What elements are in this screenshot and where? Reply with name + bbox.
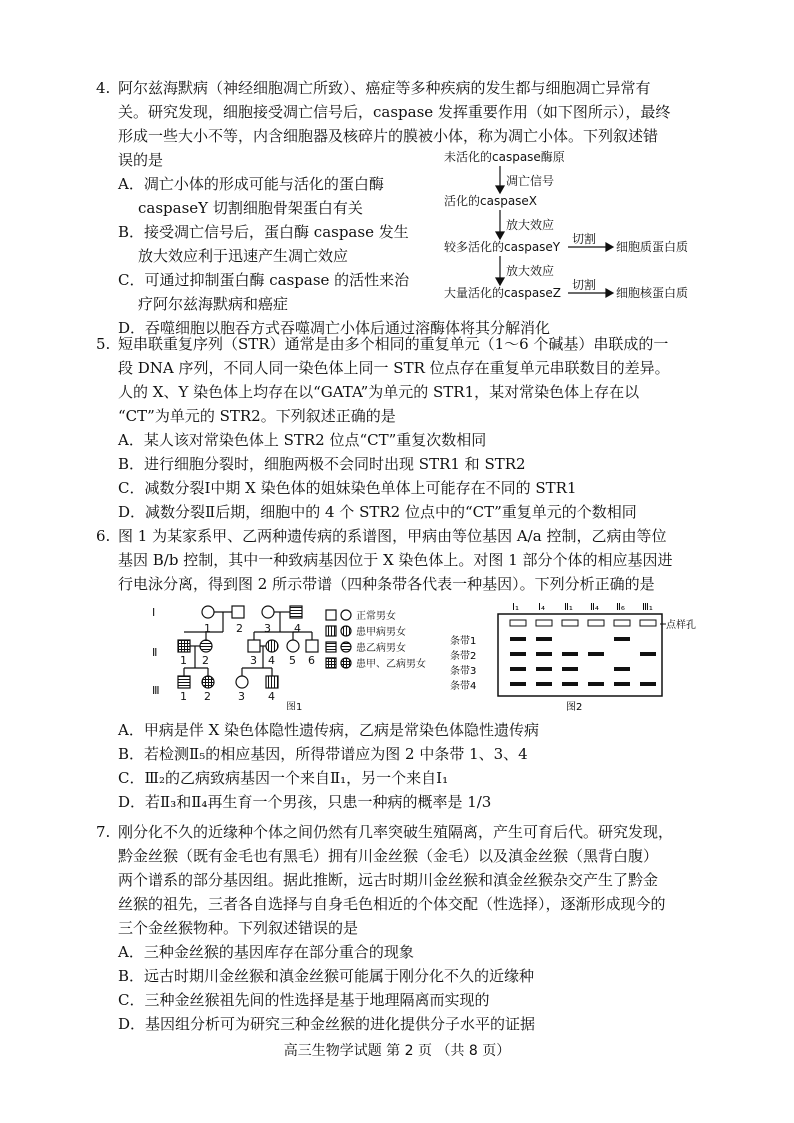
gel-band <box>536 667 552 671</box>
individual-number: 2 <box>202 654 209 667</box>
stem-line: “CT”为单元的 STR2。下列叙述正确的是 <box>118 407 396 425</box>
gel-band <box>510 667 526 671</box>
flow-edge-label: 切割 <box>572 278 597 292</box>
stem-line: 行电泳分离，得到图 2 所示带谱（四种条带各代表一种基因）。下列分析正确的是 <box>118 575 655 593</box>
caspase-flow-diagram <box>444 150 704 310</box>
gel-band <box>640 682 656 686</box>
question-6-options <box>118 718 718 814</box>
flow-arrows <box>444 150 704 310</box>
option-b: B．进行细胞分裂时，细胞两极不会同时出现 STR1 和 STR2 <box>118 455 526 473</box>
question-6 <box>96 524 718 596</box>
individual-number: 3 <box>238 690 245 703</box>
flow-edge-label: 放大效应 <box>506 218 555 232</box>
figure-caption: 图1 <box>286 702 303 710</box>
stem-line: 黔金丝猴（既有金毛也有黑毛）拥有川金丝猴（金毛）以及滇金丝猴（黑背白腹） <box>118 847 659 865</box>
sample-well <box>510 620 526 626</box>
legend-label: 患甲、乙病男女 <box>356 659 426 670</box>
band-label: 条带1 <box>450 636 477 647</box>
lane-label: Ⅱ₆ <box>616 602 625 613</box>
individual-number: 4 <box>268 690 275 703</box>
flow-edge-label: 切割 <box>572 232 597 246</box>
option-d: D．吞噬细胞以胞吞方式吞噬凋亡小体后通过溶酶体将其分解消化 <box>118 319 551 337</box>
question-7 <box>96 820 718 1036</box>
individual-number: 3 <box>264 622 271 635</box>
option-d: D．基因组分析可为研究三种金丝猴的进化提供分子水平的证据 <box>118 1015 536 1033</box>
band-label: 条带2 <box>450 651 477 662</box>
legend-label: 患乙病男女 <box>356 643 406 654</box>
gel-band <box>536 682 552 686</box>
sample-well <box>562 620 578 626</box>
option-d: D．若Ⅱ₃和Ⅱ₄再生育一个男孩，只患一种病的概率是 1/3 <box>118 793 492 811</box>
stem-line: 段 DNA 序列，不同人同一染色体上同一 STR 位点存在重复单元串联数目的差异。 <box>118 359 670 377</box>
option-a: A．三种金丝猴的基因库存在部分重合的现象 <box>118 943 414 961</box>
stem-line: 阿尔兹海默病（神经细胞凋亡所致）、癌症等多种疾病的发生都与细胞凋亡异常有 <box>118 79 651 97</box>
stem-line: 图 1 为某家系甲、乙两种遗传病的系谱图，甲病由等位基因 A/a 控制，乙病由等位 <box>118 527 667 545</box>
option-c: C．三种金丝猴祖先间的性选择是基于地理隔离而实现的 <box>118 991 490 1009</box>
option-a: A．凋亡小体的形成可能与活化的蛋白酶 <box>118 175 384 193</box>
stem-line: 丝猴的祖先，三者各自选择与自身毛色相近的个体交配（性选择），逐渐形成现今的 <box>118 895 666 913</box>
individual-number: 4 <box>294 622 301 635</box>
flow-edge-label: 凋亡信号 <box>506 174 555 188</box>
flow-target: 细胞核蛋白质 <box>616 286 689 300</box>
gel-band <box>640 652 656 656</box>
lane-label: Ⅲ₁ <box>642 602 653 613</box>
gel-band <box>510 652 526 656</box>
stem-line: 关。研究发现，细胞接受凋亡信号后，caspase 发挥重要作用（如下图所示），最终 <box>118 103 671 121</box>
option-b: B．接受凋亡信号后，蛋白酶 caspase 发生 <box>118 223 409 241</box>
gen-label: Ⅰ <box>152 606 156 619</box>
stem-line: 短串联重复序列（STR）通常是由多个相同的重复单元（1～6 个碱基）串联成的一 <box>118 335 669 353</box>
stem-line: 基因 B/b 控制，其中一种致病基因位于 X 染色体上。对图 1 部分个体的相应基因进 <box>118 551 673 569</box>
lane-label: Ⅰ₄ <box>538 602 545 613</box>
individual-number: 2 <box>204 690 211 703</box>
pedigree-figure <box>150 600 450 714</box>
legend-label: 正常男女 <box>356 611 396 622</box>
sample-well <box>536 620 552 626</box>
band-label: 条带3 <box>450 666 477 677</box>
gel-band <box>536 637 552 641</box>
flow-target: 细胞质蛋白质 <box>616 240 689 254</box>
gel-band <box>562 682 578 686</box>
gel-band <box>562 667 578 671</box>
gel-band <box>614 637 630 641</box>
option-d: D．减数分裂Ⅱ后期，细胞中的 4 个 STR2 位点中的“CT”重复单元的个数相同 <box>118 503 637 521</box>
gel-band <box>510 682 526 686</box>
option-b: B．远古时期川金丝猴和滇金丝猴可能属于刚分化不久的近缘种 <box>118 967 535 985</box>
gel-chart <box>448 600 718 712</box>
individual-number: 1 <box>180 654 187 667</box>
figure-caption: 图2 <box>566 702 583 712</box>
sample-well <box>614 620 630 626</box>
stem-line: 误的是 <box>118 151 164 169</box>
individual-number: 2 <box>236 622 243 635</box>
gel-band <box>510 637 526 641</box>
gel-figure <box>448 600 718 716</box>
individual-number: 1 <box>204 622 211 635</box>
option-b: B．若检测Ⅱ₅的相应基因，所得带谱应为图 2 中条带 1、3、4 <box>118 745 528 763</box>
flow-edge-label: 放大效应 <box>506 264 555 278</box>
flow-node: 大量活化的caspaseZ <box>444 286 562 300</box>
page-footer: 高三生物学试题 第 2 页 （共 8 页） <box>283 1043 511 1059</box>
question-number: 7. <box>96 823 111 841</box>
flow-node: 活化的caspaseX <box>444 194 538 208</box>
well-label: 点样孔 <box>666 620 696 631</box>
individual-number: 4 <box>268 654 275 667</box>
gel-band <box>588 652 604 656</box>
flow-node: 未活化的caspase酶原 <box>444 150 565 164</box>
gen-label: Ⅲ <box>152 684 160 697</box>
legend-label: 患甲病男女 <box>356 627 406 638</box>
band-label: 条带4 <box>450 681 477 692</box>
individual-number: 3 <box>250 654 257 667</box>
gel-band <box>614 667 630 671</box>
gel-band <box>588 682 604 686</box>
pedigree-chart <box>150 600 450 710</box>
stem-line: 刚分化不久的近缘种个体之间仍然有几率突破生殖隔离，产生可育后代。研究发现， <box>118 823 674 841</box>
question-number: 6. <box>96 527 111 545</box>
option-a-cont: caspaseY 切割细胞骨架蛋白有关 <box>138 199 363 217</box>
individual-number: 1 <box>180 690 187 703</box>
gen-label: Ⅱ <box>152 646 158 659</box>
gel-band <box>536 652 552 656</box>
question-number: 5. <box>96 335 111 353</box>
lane-label: Ⅱ₄ <box>590 602 599 613</box>
gel-band <box>614 682 630 686</box>
individual-number: 6 <box>308 654 315 667</box>
option-c: C．减数分裂Ⅰ中期 X 染色体的姐妹染色单体上可能存在不同的 STR1 <box>118 479 577 497</box>
lane-label: Ⅱ₁ <box>564 602 573 613</box>
sample-well <box>588 620 604 626</box>
question-number: 4. <box>96 79 111 97</box>
option-a: A．甲病是伴 X 染色体隐性遗传病，乙病是常染色体隐性遗传病 <box>118 721 540 739</box>
individual-number: 5 <box>289 654 296 667</box>
option-a: A．某人该对常染色体上 STR2 位点“CT”重复次数相同 <box>118 431 487 449</box>
stem-line: 三个金丝猴物种。下列叙述错误的是 <box>118 919 359 937</box>
option-b-cont: 放大效应利于迅速产生凋亡效应 <box>138 247 349 265</box>
option-c-cont: 疗阿尔兹海默病和癌症 <box>138 295 289 313</box>
question-5 <box>96 332 718 524</box>
option-c: C．Ⅲ₂的乙病致病基因一个来自Ⅱ₁，另一个来自Ⅰ₁ <box>118 769 449 787</box>
gel-band <box>562 652 578 656</box>
lane-label: Ⅰ₁ <box>512 602 519 613</box>
option-c: C．可通过抑制蛋白酶 caspase 的活性来治 <box>118 271 410 289</box>
stem-line: 两个谱系的部分基因组。据此推断，远古时期川金丝猴和滇金丝猴杂交产生了黔金 <box>118 871 659 889</box>
sample-well <box>640 620 656 626</box>
stem-line: 形成一些大小不等，内含细胞器及核碎片的膜被小体，称为凋亡小体。下列叙述错 <box>118 127 659 145</box>
stem-line: 人的 X、Y 染色体上均存在以“GATA”为单元的 STR1，某对常染色体上存在以 <box>118 383 640 401</box>
flow-node: 较多活化的caspaseY <box>444 240 561 254</box>
